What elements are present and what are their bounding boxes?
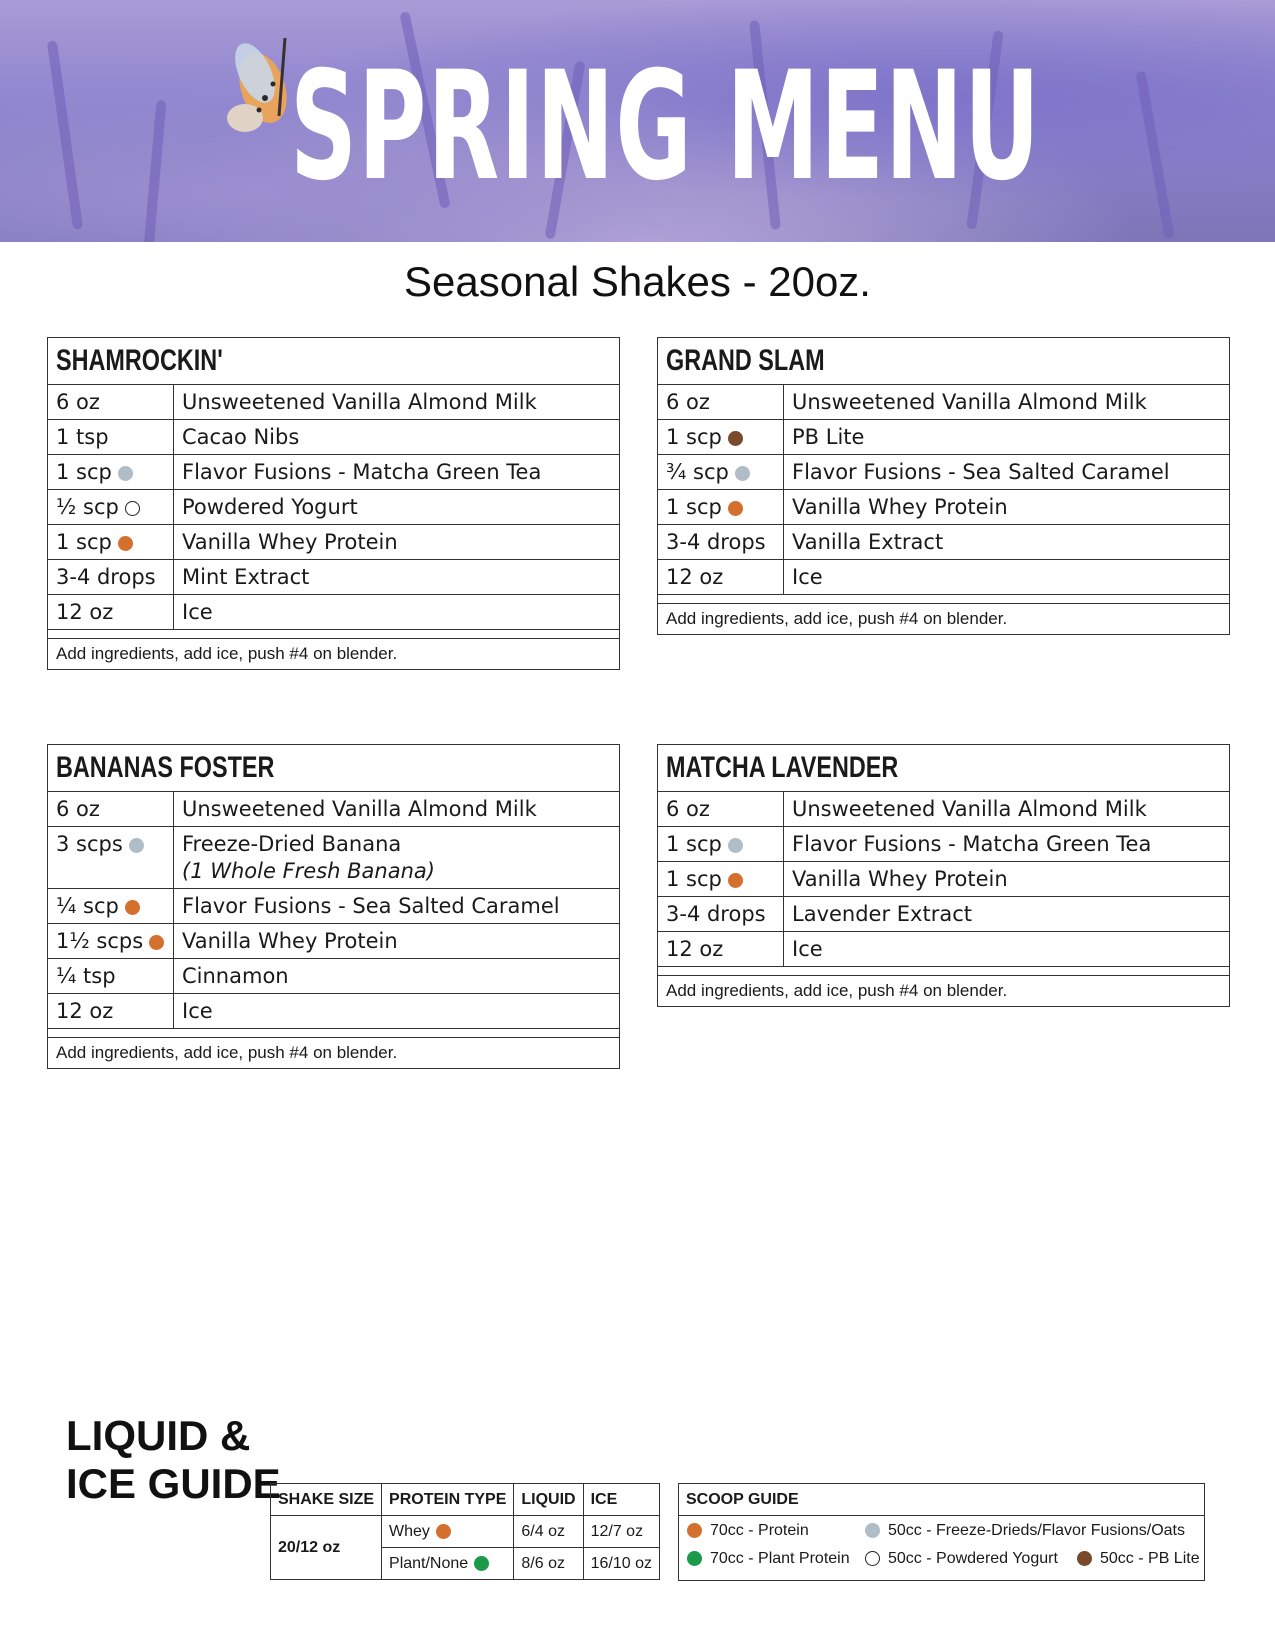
table-row: 12 oz Ice xyxy=(48,994,619,1029)
table-row: 12 oz Ice xyxy=(658,932,1229,967)
yogurt-dot-icon xyxy=(125,501,140,516)
table-row: ½ scp Powdered Yogurt xyxy=(48,490,619,525)
table-row: 1 scp Vanilla Whey Protein xyxy=(48,525,619,560)
scoop-item: 50cc - Powdered Yogurt xyxy=(865,1550,1058,1568)
scoop-guide xyxy=(678,1483,1205,1581)
liquid-ice-table xyxy=(270,1483,660,1580)
table-row: ¾ scp Flavor Fusions - Sea Salted Caramel xyxy=(658,455,1229,490)
recipe-instructions: Add ingredients, add ice, push #4 on blender. xyxy=(666,609,1008,628)
recipe-title: BANANAS FOSTER xyxy=(48,745,619,792)
table-row: 3-4 drops Mint Extract xyxy=(48,560,619,595)
pb-dot-icon xyxy=(1077,1551,1092,1566)
protein-dot-icon xyxy=(436,1524,451,1539)
recipe-instructions: Add ingredients, add ice, push #4 on blender. xyxy=(56,1043,398,1062)
table-row: 3 scps Freeze-Dried Banana (1 Whole Fresh Banana) xyxy=(48,827,619,889)
yogurt-dot-icon xyxy=(865,1551,880,1566)
protein-dot-icon xyxy=(687,1523,702,1538)
table-row: 1 scp Flavor Fusions - Matcha Green Tea xyxy=(48,455,619,490)
recipe-card-shamrockin xyxy=(47,337,620,670)
table-row: 6 oz Unsweetened Vanilla Almond Milk xyxy=(658,385,1229,420)
freeze-dot-icon xyxy=(735,466,750,481)
freeze-dot-icon xyxy=(129,838,144,853)
table-row: ¼ tsp Cinnamon xyxy=(48,959,619,994)
table-row: 6 oz Unsweetened Vanilla Almond Milk xyxy=(48,792,619,827)
table-row: 12 oz Ice xyxy=(658,560,1229,595)
table-row: 12 oz Ice xyxy=(48,595,619,630)
table-row: 20/12 oz Whey 6/4 oz 12/7 oz xyxy=(271,1516,660,1548)
protein-dot-icon xyxy=(118,536,133,551)
table-row: 1 tsp Cacao Nibs xyxy=(48,420,619,455)
freeze-dot-icon xyxy=(728,838,743,853)
protein-dot-icon xyxy=(149,935,164,950)
table-row: 3-4 drops Lavender Extract xyxy=(658,897,1229,932)
table-row: 1½ scps Vanilla Whey Protein xyxy=(48,924,619,959)
table-row: ¼ scp Flavor Fusions - Sea Salted Caramel xyxy=(48,889,619,924)
recipe-title: SHAMROCKIN' xyxy=(48,338,619,385)
table-row: 1 scp PB Lite xyxy=(658,420,1229,455)
guide-title: LIQUID & ICE GUIDE xyxy=(66,1412,281,1507)
table-header-row: SHAKE SIZE PROTEIN TYPE LIQUID ICE xyxy=(271,1484,660,1516)
freeze-dot-icon xyxy=(118,466,133,481)
pb-dot-icon xyxy=(728,431,743,446)
table-row: 6 oz Unsweetened Vanilla Almond Milk xyxy=(48,385,619,420)
scoop-item: 50cc - Freeze-Drieds/Flavor Fusions/Oats xyxy=(865,1522,1185,1540)
banner-title: SPRING MENU xyxy=(290,40,1041,214)
scoop-item: 50cc - PB Lite xyxy=(1077,1550,1200,1568)
table-row: 1 scp Vanilla Whey Protein xyxy=(658,862,1229,897)
table-row: 6 oz Unsweetened Vanilla Almond Milk xyxy=(658,792,1229,827)
plant-protein-dot-icon xyxy=(474,1556,489,1571)
plant-protein-dot-icon xyxy=(687,1551,702,1566)
page-subtitle: Seasonal Shakes - 20oz. xyxy=(404,258,871,305)
table-row: 3-4 drops Vanilla Extract xyxy=(658,525,1229,560)
table-row: 1 scp Vanilla Whey Protein xyxy=(658,490,1229,525)
protein-dot-icon xyxy=(728,501,743,516)
recipe-card-bananas-foster xyxy=(47,744,620,1069)
recipe-title: MATCHA LAVENDER xyxy=(658,745,1229,792)
table-row: 1 scp Flavor Fusions - Matcha Green Tea xyxy=(658,827,1229,862)
banner-image xyxy=(0,0,1275,242)
protein-dot-icon xyxy=(728,873,743,888)
recipe-card-grand-slam xyxy=(657,337,1230,635)
freeze-dot-icon xyxy=(865,1523,880,1538)
scoop-guide-title: SCOOP GUIDE xyxy=(679,1484,1204,1516)
recipe-card-matcha-lavender xyxy=(657,744,1230,1007)
table-row: Plant/None 8/6 oz 16/10 oz xyxy=(271,1548,660,1580)
recipe-instructions: Add ingredients, add ice, push #4 on blender. xyxy=(666,981,1008,1000)
protein-dot-icon xyxy=(125,900,140,915)
recipe-instructions: Add ingredients, add ice, push #4 on blender. xyxy=(56,644,398,663)
scoop-item: 70cc - Plant Protein xyxy=(687,1550,850,1568)
recipe-title: GRAND SLAM xyxy=(658,338,1229,385)
scoop-item: 70cc - Protein xyxy=(687,1522,809,1540)
